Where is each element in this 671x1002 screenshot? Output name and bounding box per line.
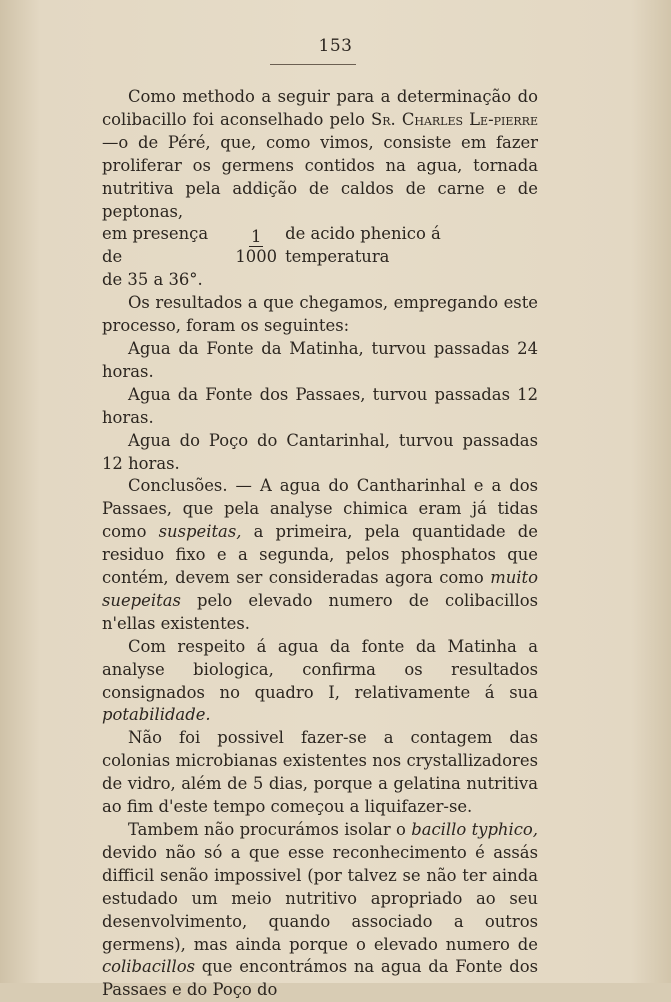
text-span: Conclusões. — A agua do Cantharinhal e a dos Passaes, que pela analyse chimica eram já tidas como bbox=[102, 476, 538, 542]
paragraph-typhoid bbox=[102, 819, 538, 1002]
italic-text: suspeitas, bbox=[158, 522, 242, 542]
text-span: pelo elevado numero de colibacillos n'ellas existentes. bbox=[102, 590, 538, 633]
fraction-line bbox=[102, 223, 538, 269]
header-rule bbox=[270, 64, 356, 65]
body-text bbox=[102, 86, 538, 1002]
paragraph-results: Os resultados a que chegamos, empregando este processo, foram os seguintes: bbox=[102, 293, 538, 336]
text-span: devido não só a que esse reconhecimento é assás difficil senão impossivel (por talvez se não ter ainda estudado um meio nutritivo apropriado ao seu desenvolvimento, quando associado a outros germens), mas ainda porque o elevado numero de bbox=[102, 842, 538, 954]
fraction-after: de acido phenico á temperatura bbox=[285, 224, 441, 267]
result-cantarinhal: Agua do Poço do Cantarinhal, turvou passadas 12 horas. bbox=[102, 430, 538, 473]
fraction-before: em presença de bbox=[102, 224, 209, 267]
text-span: Como methodo a seguir para a determinação do colibacillo foi aconselhado pelo bbox=[102, 87, 538, 129]
text-span: a primeira, pela quantidade de residuo fixo e a segunda, pelos phosphatos que contém, devem ser consideradas agora como bbox=[102, 522, 538, 588]
italic-text: muito suepeitas bbox=[102, 568, 538, 610]
result-passaes: Agua da Fonte dos Passaes, turvou passadas 12 horas. bbox=[102, 384, 538, 427]
text-span: —o de Péré, que, como vimos, consiste em fazer proliferar os germens contidos na agua, tornada nutritiva pela addição de caldos de carne e de peptonas, bbox=[102, 132, 538, 221]
paragraph-conclusions bbox=[102, 475, 538, 635]
fraction-denominator: 1000 bbox=[235, 246, 278, 266]
text-span: Com respeito á agua da fonte da Matinha a analyse biologica, confirma os resultados consignados no quadro I, relativamente á sua bbox=[102, 636, 538, 702]
text-span: que encontrámos na agua da Fonte dos Passaes e do Poço do bbox=[102, 957, 538, 1000]
author-name: Sr. Charles Le-pierre bbox=[370, 109, 538, 129]
page-number: 153 bbox=[318, 36, 353, 56]
paragraph-colonies: Não foi possivel fazer-se a contagem das colonias microbianas existentes nos crystallizadores de vidro, além de 5 dias, porque a gelatina nutritiva ao fim d'este tempo começou a liquifazer-se. bbox=[102, 728, 538, 817]
italic-text: potabilidade. bbox=[102, 705, 211, 725]
text-span: Tambem não procurámos isolar o bbox=[128, 820, 412, 839]
fraction-tail: de 35 a 36°. bbox=[102, 270, 203, 290]
italic-text: colibacillos bbox=[102, 957, 195, 977]
result-matinha: Agua da Fonte da Matinha, turvou passadas 24 horas. bbox=[102, 338, 538, 381]
italic-text: bacillo typhico, bbox=[411, 820, 538, 839]
paragraph-method bbox=[102, 86, 538, 223]
paragraph-matinha bbox=[102, 636, 538, 728]
fraction bbox=[233, 227, 279, 266]
fraction-numerator: 1 bbox=[251, 226, 262, 246]
